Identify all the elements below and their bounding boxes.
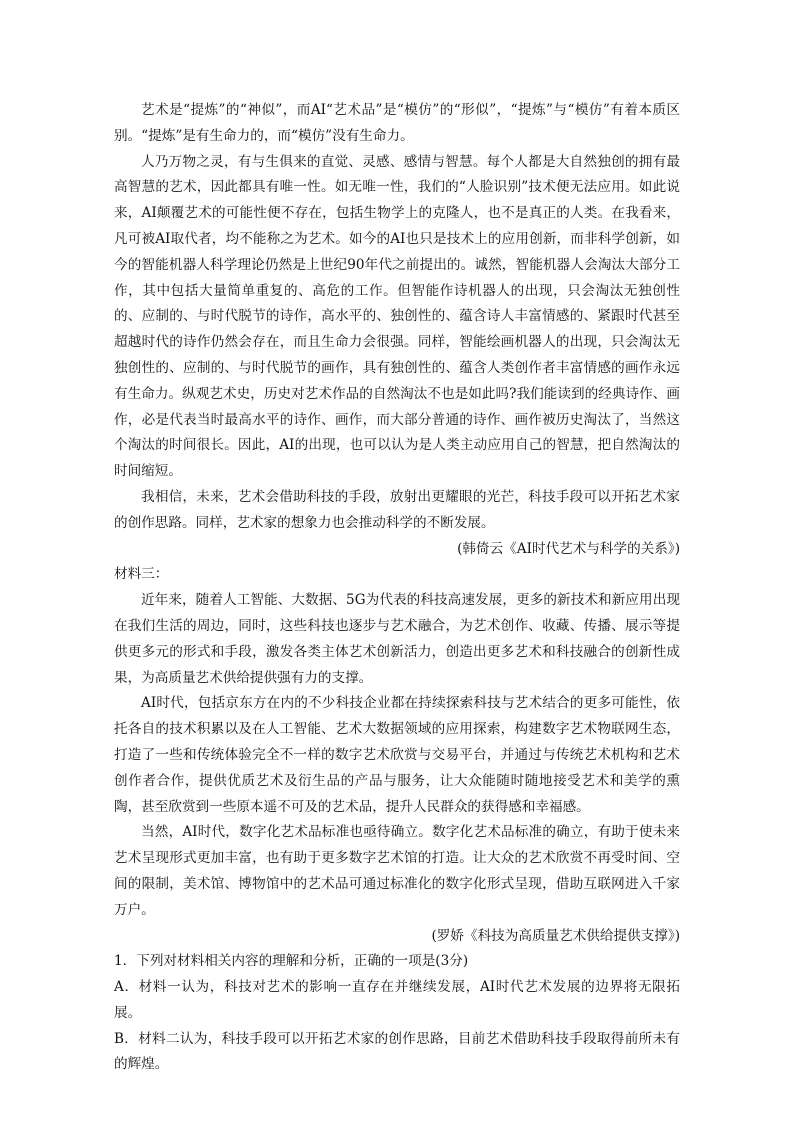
paragraph-5: AI时代，包括京东方在内的不少科技企业都在持续探索科技与艺术结合的更多可能性，依托各自的技术积累以及在人工智能、艺术大数据领域的应用探索，构建数字艺术物联网生态，打造了一些和传统体验完全不一样的数字艺术欣赏与交易平台，并通过与传统艺术机构和艺术创作者合作，提供优质艺术及衍生品的产品与服务，让大众能随时随地接受艺术和美学的熏陶，甚至欣赏到一些原本遥不可及的艺术品，提升人民群众的获得感和幸福感。	[114, 695, 680, 815]
option-b: B．材料二认为，科技手段可以开拓艺术家的创作思路，目前艺术借助科技手段取得前所未有的辉煌。	[114, 1030, 680, 1073]
paragraph-1: 艺术是“提炼”的“神似”，而AI“艺术品”是“模仿”的“形似”，“提炼”与“模仿”有着本质区别。“提炼”是有生命力的，而“模仿”没有生命力。	[114, 102, 680, 144]
paragraph-2: 人乃万物之灵，有与生俱来的直觉、灵感、感情与智慧。每个人都是大自然独创的拥有最高智慧的艺术，因此都具有唯一性。如无唯一性，我们的“人脸识别”技术便无法应用。如此说来，AI颠覆艺术的可能性便不存在，包括生物学上的克隆人，也不是真正的人类。在我看来，凡可被AI取代者，均不能称之为艺术。如今的AI也只是技术上的应用创新，而非科学创新，如今的智能机器人科学理论仍然是上世纪90年代之前提出的。诚然，智能机器人会淘汰大部分工作，其中包括大量简单重复的、高危的工作。但智能作诗机器人的出现，只会淘汰无独创性的、应制的、与时代脱节的诗作，高水平的、独创性的、蕴含诗人丰富情感的、紧跟时代甚至超越时代的诗作仍然会存在，而且生命力会很强。同样，智能绘画机器人的出现，只会淘汰无独创性的、应制的、与时代脱节的画作，具有独创性的、蕴含人类创作者丰富情感的画作永远有生命力。纵观艺术史，历史对艺术作品的自然淘汰不也是如此吗?我们能读到的经典诗作、画作，必是代表当时最高水平的诗作、画作，而大部分普通的诗作、画作被历史淘汰了，当然这个淘汰的时间很长。因此，AI的出现，也可以认为是人类主动应用自己的智慧，把自然淘汰的时间缩短。	[114, 153, 680, 480]
option-a: A．材料一认为，科技对艺术的影响一直存在并继续发展，AI时代艺术发展的边界将无限拓展。	[114, 979, 680, 1021]
source-citation-2: (罗娇《科技为高质量艺术供给提供支撑》)	[431, 927, 680, 944]
material-3-label: 材料三：	[114, 566, 169, 583]
paragraph-4: 近年来，随着人工智能、大数据、5G为代表的科技高速发展，更多的新技术和新应用出现在我们生活的周边，同时，这些科技也逐步与艺术融合，为艺术创作、收藏、传播、展示等提供更多元的形式和手段，激发各类主体艺术创新活力，创造出更多艺术和科技融合的创新性成果，为高质量艺术供给提供强有力的支撑。	[114, 592, 680, 686]
document-page	[114, 98, 680, 1078]
paragraph-6: 当然，AI时代，数字化艺术品标准也亟待确立。数字化艺术品标准的确立，有助于使未来艺术呈现形式更加丰富，也有助于更多数字艺术馆的打造。让大众的艺术欣赏不再受时间、空间的限制，美术馆、博物馆中的艺术品可通过标准化的数字化形式呈现，借助互联网进入千家万户。	[114, 824, 680, 918]
paragraph-3: 我相信，未来，艺术会借助科技的手段，放射出更耀眼的光芒，科技手段可以开拓艺术家的创作思路。同样，艺术家的想象力也会推动科学的不断发展。	[114, 488, 680, 531]
source-citation-1: (韩倚云《AI时代艺术与科学的关系》)	[457, 540, 680, 557]
question-1: 1．下列对材料相关内容的理解和分析，正确的一项是(3分)	[114, 953, 469, 970]
